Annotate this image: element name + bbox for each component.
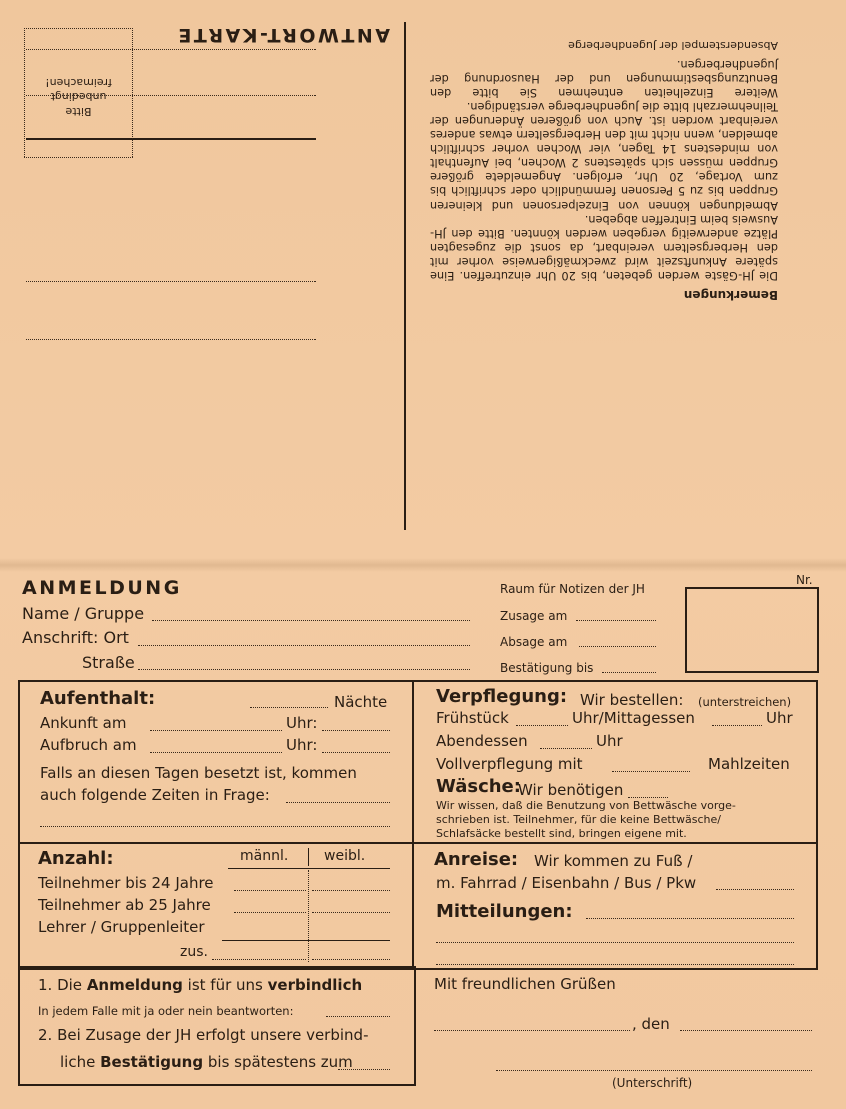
naechte-field[interactable] (250, 707, 328, 708)
aufbruch-uhr-label: Uhr: (286, 736, 318, 754)
absage-field[interactable] (579, 646, 656, 647)
zusage-label: Zusage am (500, 609, 568, 623)
notes-label: Raum für Notizen der JH (500, 582, 645, 596)
address-label: Anschrift: Ort (22, 628, 129, 647)
address-line (26, 281, 316, 282)
ankunft-date-field[interactable] (150, 730, 282, 731)
verbindlich-text: bis spätestens zum (207, 1053, 353, 1071)
weibl-header: weibl. (324, 848, 366, 864)
grid-horizontal-divider (18, 842, 816, 844)
verbindlich-text: liche (60, 1053, 96, 1071)
abendessen-label: Abendessen (436, 732, 528, 750)
name-field[interactable] (152, 620, 470, 621)
city-field[interactable] (138, 645, 470, 646)
row-2-weibl-field[interactable] (312, 912, 390, 913)
anzahl-row-2-label: Teilnehmer ab 25 Jahre (38, 896, 211, 914)
nr-box[interactable] (685, 587, 819, 673)
wir-bestellen-label: Wir bestellen: (580, 691, 684, 709)
anzahl-title: Anzahl: (38, 848, 114, 869)
date-field[interactable] (680, 1030, 812, 1031)
waesche-field[interactable] (628, 797, 668, 798)
mitteilungen-field[interactable] (586, 918, 794, 919)
anzahl-row-1-label: Teilnehmer bis 24 Jahre (38, 874, 214, 892)
absage-label: Absage am (500, 635, 568, 649)
waesche-text-3: Schlafsäcke bestellt sind, bringen eigene mit. (436, 827, 687, 840)
maennl-header: männl. (240, 848, 289, 864)
verbindlich-line-3: 2. Bei Zusage der JH erfolgt unsere verbind- (38, 1026, 369, 1044)
fold-crease (0, 558, 846, 572)
greeting-text: Mit freundlichen Grüßen (434, 975, 616, 993)
unterstreichen-hint: (unterstreichen) (698, 695, 792, 709)
signature-label: (Unterschrift) (612, 1076, 693, 1090)
anzahl-row-3-label: Lehrer / Gruppenleiter (38, 918, 205, 936)
remarks-paragraph: Abmeldungen können von Einzelpersonen und kleineren Gruppen bis zu 5 Personen fernmündlich oder schriftlich bis zum Vortage, 20 Uhr, erfolgen. Angemeldete größere Gruppen müssen sich spätestens 2 Wochen, bei Aufenthalt von mindestens 14 Tagen, vier Wochen vorher schriftlich abmelden, wenn nicht mit den Herbergseltern etwas anderes vereinbart worden ist. Auch von größeren Änderungen der Teilnehmerzahl bitte die Jugendherberge verständigen. (430, 99, 778, 212)
header-underline (228, 868, 390, 869)
naechte-label: Nächte (334, 693, 388, 711)
aufbruch-label: Aufbruch am (40, 736, 137, 754)
uhr-mittagessen-label: Uhr/Mittagessen (572, 709, 695, 727)
anreise-field[interactable] (716, 889, 794, 890)
ankunft-label: Ankunft am (40, 714, 127, 732)
form-title: ANMELDUNG (22, 577, 182, 599)
verbindlich-line-2: In jedem Falle mit ja oder nein beantworten: (38, 1004, 294, 1018)
mahlzeiten-label: Mahlzeiten (708, 755, 790, 773)
vollverpflegung-label: Vollverpflegung mit (436, 755, 583, 773)
reply-card-title: ANTWORT-KARTE (175, 24, 390, 46)
fruehstueck-label: Frühstück (436, 709, 509, 727)
vollverpflegung-field[interactable] (612, 771, 690, 772)
aufbruch-date-field[interactable] (150, 752, 282, 753)
alternative-field-2[interactable] (40, 826, 390, 827)
verbindlich-text: 1. Die (38, 976, 83, 994)
column-divider (308, 870, 309, 962)
alternative-text-1: Falls an diesen Tagen besetzt ist, kommen (40, 764, 357, 782)
stamp-line-1: Bitte (65, 105, 92, 118)
row-2-maennl-field[interactable] (234, 912, 306, 913)
stamp-line-3: freimachen! (45, 76, 112, 89)
anreise-text-2: m. Fahrrad / Eisenbahn / Bus / Pkw (436, 874, 697, 892)
verbindlich-text: verbindlich (267, 976, 363, 994)
signature-field[interactable] (496, 1070, 812, 1071)
mittagessen-field[interactable] (712, 725, 762, 726)
anreise-title: Anreise: (434, 849, 519, 870)
street-label: Straße (82, 653, 135, 672)
zusage-field[interactable] (576, 620, 656, 621)
ankunft-time-field[interactable] (322, 730, 390, 731)
address-line (26, 49, 316, 50)
verpflegung-title: Verpflegung: (436, 686, 568, 707)
waesche-text-2: schrieben ist. Teilnehmer, für die keine Bettwäsche/ (436, 813, 721, 826)
ja-nein-field[interactable] (326, 1016, 390, 1017)
bestaetigung-label: Bestätigung bis (500, 661, 594, 675)
bestaetigung-field[interactable] (602, 672, 656, 673)
remarks-text (430, 57, 778, 283)
waesche-text-1: Wir wissen, daß die Benutzung von Bettwäsche vorge- (436, 799, 736, 812)
mitteilungen-title: Mitteilungen: (436, 901, 573, 922)
nr-label: Nr. (796, 573, 813, 587)
anreise-text-1: Wir kommen zu Fuß / (534, 852, 693, 870)
alternative-field[interactable] (286, 802, 390, 803)
verbindlich-text: Anmeldung (86, 976, 183, 994)
aufbruch-time-field[interactable] (322, 752, 390, 753)
bestaetigung-date-field[interactable] (338, 1069, 390, 1070)
verbindlich-line-1 (38, 976, 362, 994)
zus-label: zus. (180, 944, 208, 960)
street-field[interactable] (138, 669, 470, 670)
row-1-weibl-field[interactable] (312, 890, 390, 891)
verbindlich-text: Bestätigung (100, 1053, 204, 1071)
verbindlich-text: ist für uns (187, 976, 263, 994)
zus-maennl-field[interactable] (212, 959, 306, 960)
address-solid-line (26, 138, 316, 140)
column-tick (308, 848, 309, 866)
ankunft-uhr-label: Uhr: (286, 714, 318, 732)
waesche-benoetigen-label: Wir benötigen (518, 781, 624, 799)
abendessen-field[interactable] (540, 748, 592, 749)
fruehstueck-field[interactable] (516, 725, 568, 726)
divider-line (404, 22, 406, 530)
mitteilungen-field-2[interactable] (436, 942, 794, 943)
sum-line (222, 940, 390, 941)
aufenthalt-title: Aufenthalt: (40, 688, 156, 709)
alternative-text-2: auch folgende Zeiten in Frage: (40, 786, 270, 804)
remarks-paragraph: Die JH-Gäste werden gebeten, bis 20 Uhr einzutreffen. Eine spätere Ankunftszeit wird zweckmäßigerweise vorher mit den Herbergseltern vereinbart, da sonst die zugesagten Plätze anderweitig vergeben werden könnten. Bitte den JH-Ausweis beim Eintreffen abgeben. (430, 212, 778, 282)
stamp-line-2: unbedingt (50, 90, 107, 104)
remarks-title: Bemerkungen (683, 288, 778, 302)
zus-weibl-field[interactable] (312, 959, 390, 960)
row-1-maennl-field[interactable] (234, 890, 306, 891)
verbindlich-line-4 (60, 1053, 353, 1071)
mitteilungen-field-3[interactable] (436, 964, 794, 965)
sender-stamp-label: Absenderstempel der Jugendherberge (568, 39, 778, 52)
grid-vertical-divider (412, 680, 414, 968)
place-field[interactable] (434, 1030, 630, 1031)
waesche-title: Wäsche: (436, 776, 521, 797)
address-line (26, 339, 316, 340)
remarks-paragraph: Weitere Einzelheiten entnehmen Sie bitte den Benutzungsbestimmungen und der Hausordnung der Jugendherbergen. (430, 57, 778, 99)
address-line (26, 95, 316, 96)
name-label: Name / Gruppe (22, 604, 145, 623)
mittagessen-uhr-label: Uhr (766, 709, 793, 727)
den-label: , den (632, 1015, 670, 1033)
abendessen-uhr-label: Uhr (596, 732, 623, 750)
